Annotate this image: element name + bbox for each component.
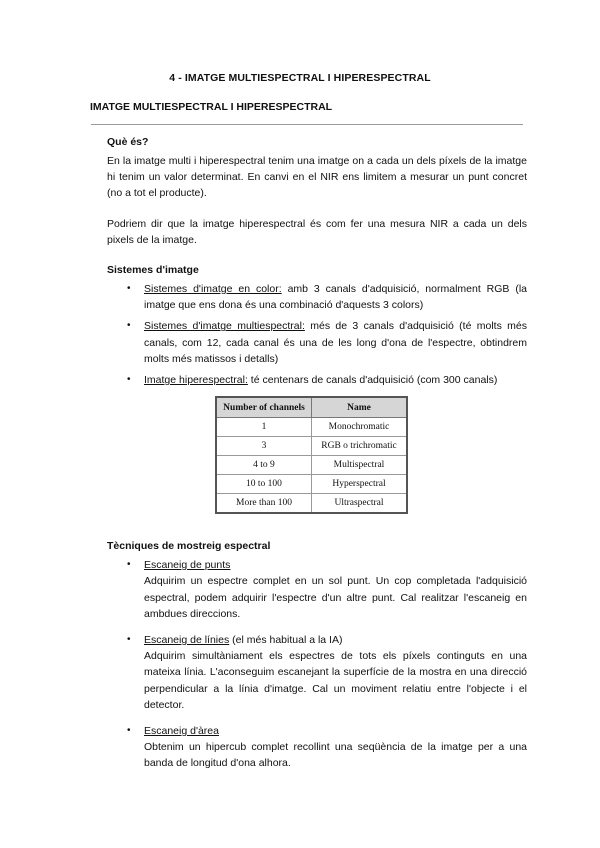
header-name: Name [312, 397, 408, 418]
tecnica-linies-note: (el més habitual a la IA) [229, 634, 343, 647]
table-cell: Monochromatic [312, 418, 408, 437]
tecnica-punts-desc: Adquirim un espectre complet en un sol punt. Un cop completada l'adquisició espectral, podem adquirir l'espectre d'un altre punt. Cal realitzar l'escaneig en ambdues direccions. [144, 575, 527, 620]
header-channels: Number of channels [216, 397, 312, 418]
list-item [107, 723, 527, 772]
que-es-paragraph-1: En la imatge multi i hiperespectral tenim una imatge on a cada un dels píxels de la imatge hi tenim un valor determinat. En canvi en el NIR ens limitem a mesurar un punt concret (no a tot el producte). [107, 155, 527, 200]
sistemes-heading: Sistemes d'imatge [107, 264, 199, 277]
table-row [216, 456, 407, 475]
table-cell: Ultraspectral [312, 494, 408, 514]
table-row [216, 437, 407, 456]
horizontal-divider [91, 124, 523, 125]
table-row [216, 475, 407, 494]
tecnica-linies-desc: Adquirim simultàniament els espectres de tots els píxels continguts en una mateixa línia. L'aconseguim escanejant la superfície de la mostra en una direcció perpendicular a la línia d'imatge. Cal un moviment relatiu entre l'objecte i el detector. [144, 650, 527, 711]
document-title: 4 - IMATGE MULTIESPECTRAL I HIPERESPECTRAL [169, 72, 431, 84]
tecnica-area-desc: Obtenim un hipercub complet recollint una seqüència de la imatge per a una banda de longitud d'ona alhora. [144, 741, 527, 770]
table-row [216, 418, 407, 437]
list-item [107, 557, 527, 622]
sistema-multiespectral-term: Sistemes d'imatge multiespectral: [144, 320, 305, 333]
tecniques-heading: Tècniques de mostreig espectral [107, 540, 271, 553]
que-es-paragraph-2: Podriem dir que la imatge hiperespectral és com fer una mesura NIR a cada un dels pixels de la imatge. [107, 217, 527, 246]
section-title: IMATGE MULTIESPECTRAL I HIPERESPECTRAL [90, 101, 333, 113]
tecnica-area-term: Escaneig d'àrea [144, 725, 219, 738]
sistema-color-text: amb 3 canals d'adquisició, normalment RGB (la imatge que ens dona és una combinació d'aquests 3 colors) [144, 283, 528, 312]
sistema-hiperespectral-text: té centenars de canals d'adquisició (com 300 canals) [247, 374, 498, 387]
list-item [107, 372, 527, 388]
sistema-multiespectral-text: més de 3 canals d'adquisició (té molts més canals, com 12, cada canal és una de les long d'ona de l'espectre, obtindrem molts més matissos i detalls) [144, 320, 527, 365]
table-cell: RGB o trichromatic [312, 437, 408, 456]
table-cell: More than 100 [216, 494, 312, 514]
sistema-hiperespectral-term: Imatge hiperespectral: [144, 374, 248, 387]
list-item [107, 318, 527, 367]
list-item [107, 281, 527, 313]
table-row [216, 494, 407, 514]
table-cell: 1 [216, 418, 312, 437]
que-es-heading: Què és? [107, 136, 149, 148]
table-cell: Hyperspectral [312, 475, 408, 494]
document-body [107, 134, 527, 772]
tecnica-punts-term: Escaneig de punts [144, 559, 231, 572]
table-cell: 3 [216, 437, 312, 456]
table-cell: Multispectral [312, 456, 408, 475]
table-header-row [216, 397, 407, 418]
tecnica-linies-term: Escaneig de línies [144, 634, 230, 647]
tecniques-list [107, 557, 527, 771]
channels-table [215, 396, 408, 514]
list-item [107, 632, 527, 713]
sistema-color-term: Sistemes d'imatge en color: [144, 283, 282, 296]
table-cell: 10 to 100 [216, 475, 312, 494]
table-cell: 4 to 9 [216, 456, 312, 475]
sistemes-list [107, 281, 527, 388]
